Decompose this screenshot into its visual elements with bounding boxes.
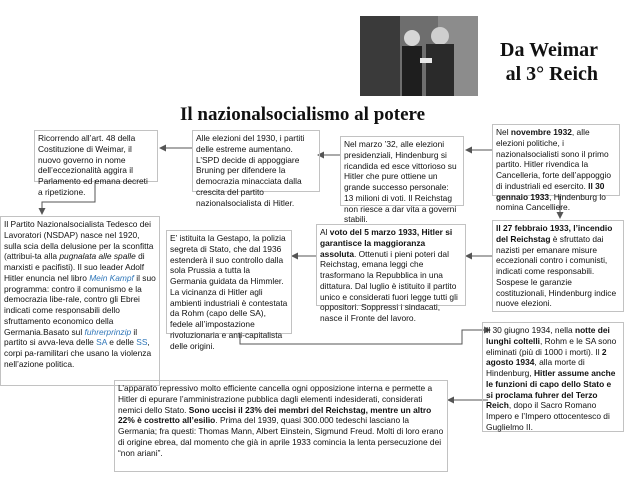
b10-bold-1: Sono uccisi il 23% dei membri del Reichstag, mentre un altro 22% è costretto all’esilio — [118, 404, 432, 426]
b5-text-3: il suo programma: contro il comunismo e la democrazia libe-rale, contro gli Ebrei indicati come responsabili dello sfruttamento economico della Germania.Basato sul — [4, 272, 156, 337]
sa-link[interactable]: SA — [96, 337, 107, 348]
info-box-repression — [114, 380, 448, 472]
info-box-article-48 — [34, 130, 158, 197]
info-box-gestapo-text: E’ istituita la Gestapo, la polizia segreta di Stato, che dal 1936 estenderà il suo controllo dalla sola Prussia a tutta la Germania guidata da Himmler. La vicinanza di Hitler agli ambienti industriali è contestata da Rohm (capo delle SA), fedele all’impostazione rivoluzionaria e anti-capitalista delle origini. — [170, 233, 288, 351]
b7-text-2: . Ottenuti i pieni poteri dal Reichstag, emana leggi che trasformano la Repubblica in una dittatura. Dal luglio è istituito il partito unico e considerati fuori legge tutti gli oppositori. Soppressi i sindacati, nasce il Fronte del lavoro. — [320, 248, 458, 323]
info-box-elections-1930-text: Alle elezioni del 1930, i partiti delle estreme aumentano. L’SPD decide di appoggiare Bruning per difendere la democrazia minacciata dalla crescita del partito nazionalsocialista di Hitler. — [196, 133, 305, 208]
b5-text-1: Il Partito Nazionalsocialista Tedesco dei Lavoratori (NSDAP) nasce nel 1920, sulla scia della delusione per la sconfitta (attribui-ta alla — [4, 219, 154, 262]
info-box-elections-1932 — [340, 136, 464, 225]
b4-text-2: , alle elezioni politiche, i nazionalsocialisti sono il primo partito. Hitler rivendica la Cancelleria, forte dell’appoggio di industriali ed esercito. — [496, 127, 611, 191]
b5-text-4: il partito si avva-leva delle — [4, 326, 138, 348]
b5-text-2: di marxisti e pacifisti). Il suo leader Adolf Hitler enuncia nel libro — [4, 251, 145, 283]
info-box-elections-1932-text: Nel marzo ’32, alle elezioni presidenziali, Hindenburg si ricandida ed esce vittorioso su Hitler che pure ottiene un grande successo personale: 13 milioni di voti. Il Reichstag non riesce a dar vita a governi stabili. — [344, 139, 457, 225]
fuhrerprinzip-link[interactable]: fuhrerprinzip — [84, 326, 132, 337]
b8-bold-1: Il 27 febbraio 1933, l’incendio del Reichstag — [496, 223, 613, 244]
b9-text-4: , dopo il Sacro Romano Impero e l’Impero ottocentesco di Guglielmo II. — [486, 400, 610, 432]
title-line-1: Da Weimar — [500, 39, 598, 61]
b9-text-3: , alla morte di Hindenburg, — [486, 357, 585, 378]
mein-kampf-link[interactable]: Mein Kampf — [89, 272, 134, 283]
info-box-nsdap — [0, 216, 160, 386]
b4-bold-2: Il 30 gennaio 1933 — [496, 180, 605, 202]
info-box-gestapo — [166, 230, 292, 351]
b9-text-2: , Rohm e le SA sono eliminati (più di 1000 i morti). Il — [486, 335, 617, 357]
b10-text-2: . Prima del 1939, quasi 300.000 tedeschi lasciano la Germania; fra questi: Thomas Mann, Albert Einstein, Sigmund Freud. Molti di loro erano di origine ebrea, dal momento che già in aprile 1933 comincia la lenta persecuzione dei “non ariani”. — [118, 415, 444, 458]
info-box-night-long-knives — [482, 322, 624, 432]
b5-text-5: e delle — [106, 337, 137, 348]
page-subtitle: Il nazionalsocialismo al potere — [180, 104, 426, 125]
b4-text-3: , Hindenburg lo nomina Cancelliere. — [496, 191, 606, 213]
b9-bold-2: 2 agosto 1934 — [486, 346, 607, 368]
b9-bold-3: Hitler assume anche le funzioni di capo dello Stato e si proclama fuhrer del Terzo Reich — [486, 368, 616, 411]
info-box-elections-1930 — [192, 130, 320, 208]
info-box-november-1932 — [492, 124, 620, 213]
b7-bold-1: voto del 5 marzo 1933, Hitler si garantisce la maggioranza assoluta — [320, 227, 453, 259]
b4-bold-1: novembre 1932 — [510, 127, 572, 137]
info-box-vote-march-1933 — [316, 224, 466, 323]
info-box-reichstag-fire — [492, 220, 624, 312]
b5-italic-1: pugnalata alle spalle — [59, 251, 136, 262]
info-box-article-48-text: Ricorrendo all’art. 48 della Costituzione di Weimar, il nuovo governo in nome dell’eccezionalità aggira il Parlamento ed emana decreti a ripetizione. — [38, 133, 148, 197]
b4-text-1: Nel — [496, 127, 511, 137]
b8-text-1: è sfruttato dai nazisti per emanare misure eccezionali contro i comunisti, indicati come responsabili. Sospese le garanzie costituzionali, Hindenburg indice nuove elezioni. — [496, 233, 617, 309]
b10-text-1: L’apparato repressivo molto efficiente cancella ogni opposizione interna e permette a Hitler di epurare l’amministrazione pubblica dagli elementi indesiderati, considerati nemici dello Stato. — [118, 383, 433, 415]
b9-text-1: Il 30 giugno 1934, nella — [486, 325, 575, 335]
title-line-2: al 3° Reich — [505, 63, 598, 85]
b9-bold-1: notte dei lunghi coltelli — [486, 325, 610, 346]
b5-text-6: , corpi pa-ramilitari che usano la violenza nell’azione politica. — [4, 337, 152, 369]
b7-text-1: Al — [320, 227, 330, 237]
ss-link[interactable]: SS — [136, 337, 148, 348]
